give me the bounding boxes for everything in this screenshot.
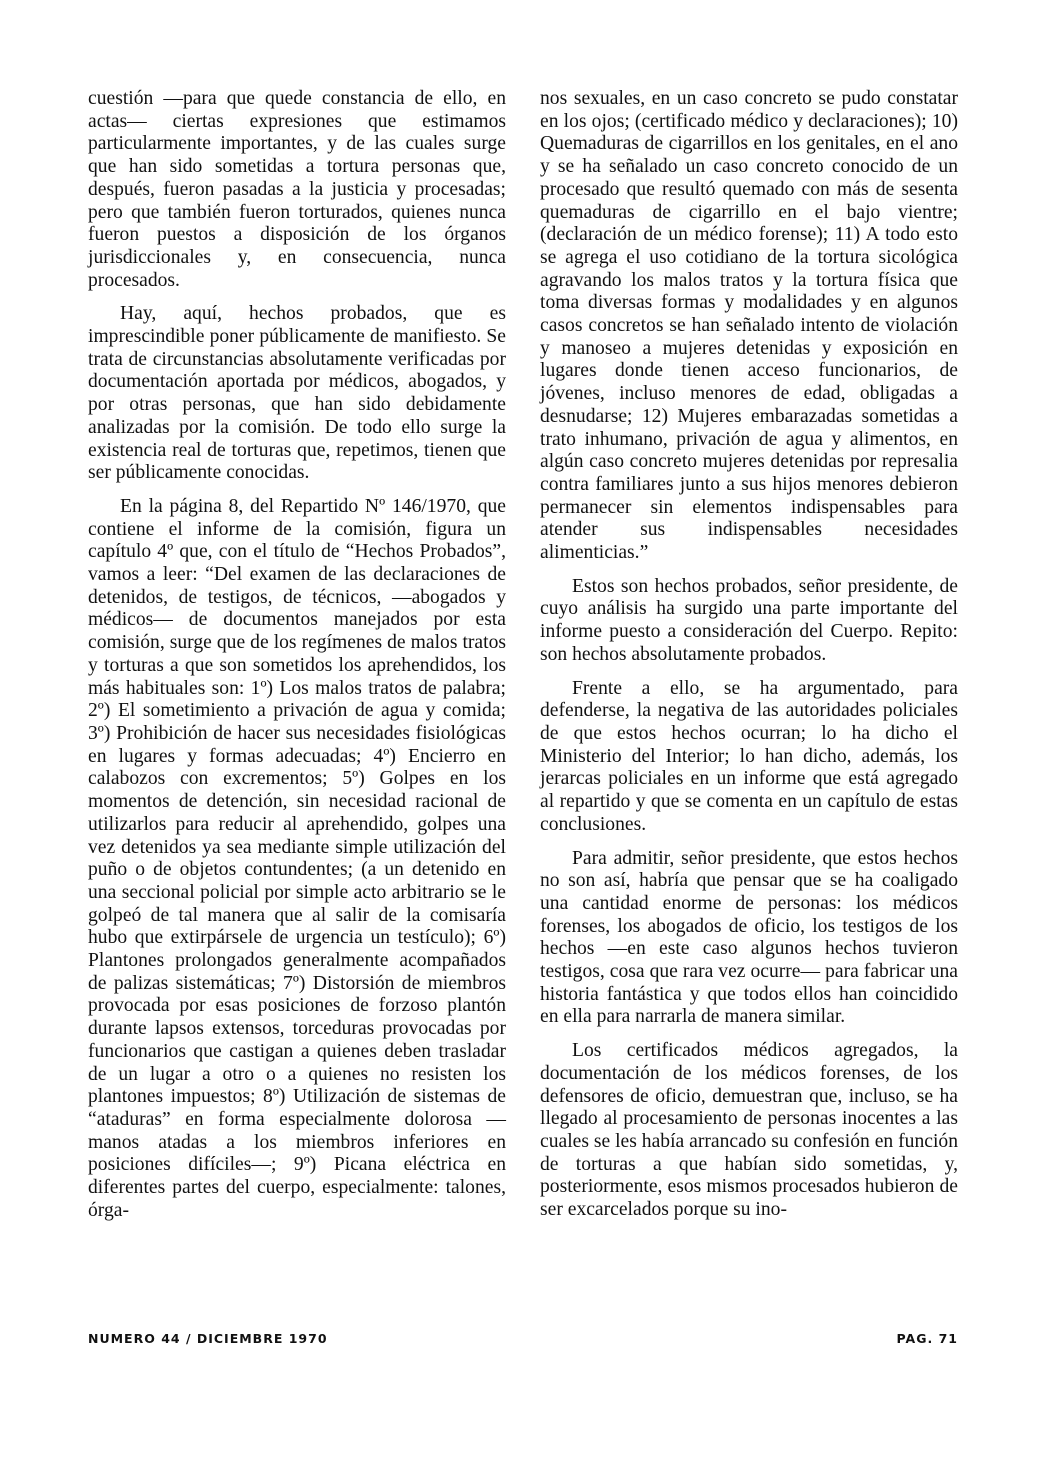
paragraph: En la página 8, del Repartido Nº 146/1970, que contiene el informe de la comisión, figura un capítulo 4º que, con el título de “Hechos Probados”, vamos a leer: “Del examen de las declaraciones de detenidos, de testigos, de técnicos, —abogados y médicos— de documentos manejados por esta comisión, surge que de los regímenes de malos tratos y torturas a que son sometidos los aprehendidos, los más habituales son: 1º) Los malos tratos de palabra; 2º) El sometimiento a privación de agua y comida; 3º) Prohibición de hacer sus necesidades fisiológicas en lugares y formas adecuadas; 4º) Encierro en calabozos con excrementos; 5º) Golpes en los momentos de detención, sin necesidad racional de utilizarlos para reducir al aprehendido, golpes una vez detenidos ya sea mediante simple utilización del puño o de objetos contundentes; (a un detenido en una seccional policial por simple acto arbitrario se le golpeó de tal manera que al salir de la comisaría hubo que extirpársele de urgencia un testículo); 6º) Plantones prolongados generalmente acompañados de palizas sistemáticas; 7º) Distorsión de miembros provocada por esas posiciones de forzoso plantón durante lapsos extensos, torceduras provocadas por funcionarios que castigan a quienes deben trasladar de un lugar a otro o a quienes no resisten los plantones impuestos; 8º) Utilización de sistemas de “ataduras” en forma especialmente dolorosa —manos atadas a los miembros inferiores en posiciones difíciles—; 9º) Picana eléctrica en diferentes partes del cuerpo, especialmente: talones, órga- xyxy=(88,495,506,1221)
paragraph: Hay, aquí, hechos probados, que es imprescindible poner públicamente de manifiesto. Se trata de circunstancias absolutamente verificadas por documentación aportada por médicos, abogados, y por otras personas, que han sido debidamente analizadas por la comisión. De todo ello surge la existencia real de torturas que, repetimos, tienen que ser públicamente conocidas. xyxy=(88,303,506,484)
page-footer xyxy=(88,1331,958,1355)
paragraph: Para admitir, señor presidente, que estos hechos no son así, habría que pensar que se ha coaligado una cantidad enorme de personas: los médicos forenses, los abogados de oficio, los testigos de los hechos —en este caso algunos hechos tuvieron testigos, cosa que rara vez ocurre— para fabricar una historia fantástica y que todos ellos han coincidido en ella para narrarla de manera similar. xyxy=(540,847,958,1028)
paragraph: Estos son hechos probados, señor presidente, de cuyo análisis ha surgido una parte importante del informe puesto a consideración del Cuerpo. Repito: son hechos absolutamente probados. xyxy=(540,575,958,665)
paragraph: nos sexuales, en un caso concreto se pudo constatar en los ojos; (certificado médico y declaraciones); 10) Quemaduras de cigarrillos en los genitales, en el ano y se ha señalado un caso concreto conocido de un procesado que resultó quemado con más de sesenta quemaduras de cigarrillo en el bajo vientre; (declaración de un médico forense); 11) A todo esto se agrega el uso cotidiano de la tortura sicológica agravando los malos tratos y la tortura física que toma diversas formas y modalidades y en algunos casos concretos se han señalado intento de violación y manoseo a mujeres detenidas y exposición en lugares donde tienen acceso funcionarios, de jóvenes, incluso menores de edad, obligadas a desnudarse; 12) Mujeres embarazadas sometidas a trato inhumano, privación de agua y alimentos, en algún caso concreto mujeres detenidas por represalia contra familiares junto a sus hijos menores debieron permanecer sin elementos indispensables para atender sus indispensables necesidades alimenticias.” xyxy=(540,88,958,564)
issue-label: NUMERO 44 / DICIEMBRE 1970 xyxy=(88,1331,328,1346)
page-number: PAG. 71 xyxy=(896,1331,958,1346)
paragraph: Los certificados médicos agregados, la documentación de los médicos forenses, de los defensores de oficio, demuestran que, incluso, se ha llegado al procesamiento de personas inocentes a las cuales se les había arrancado su confesión en función de torturas a que habían sido sometidas, y, posteriormente, esos mismos procesados hubieron de ser excarcelados porque su ino- xyxy=(540,1040,958,1221)
right-column xyxy=(540,88,958,1233)
paragraph: Frente a ello, se ha argumentado, para defenderse, la negativa de las autoridades policiales de que estos hechos ocurran; lo ha dicho el Ministerio del Interior; lo han dicho, además, los jerarcas policiales en un informe que está agregado al repartido y que se comenta en un capítulo de estas conclusiones. xyxy=(540,677,958,835)
paragraph: cuestión —para que quede constancia de ello, en actas— ciertas expresiones que estimamos particularmente importantes, y de las cuales surge que han sido sometidas a tortura personas que, después, fueron pasadas a la justicia y procesadas; pero que también fueron torturados, quienes nunca fueron puestos a disposición de los órganos jurisdiccionales y, en consecuencia, nunca procesados. xyxy=(88,88,506,291)
left-column xyxy=(88,88,506,1233)
